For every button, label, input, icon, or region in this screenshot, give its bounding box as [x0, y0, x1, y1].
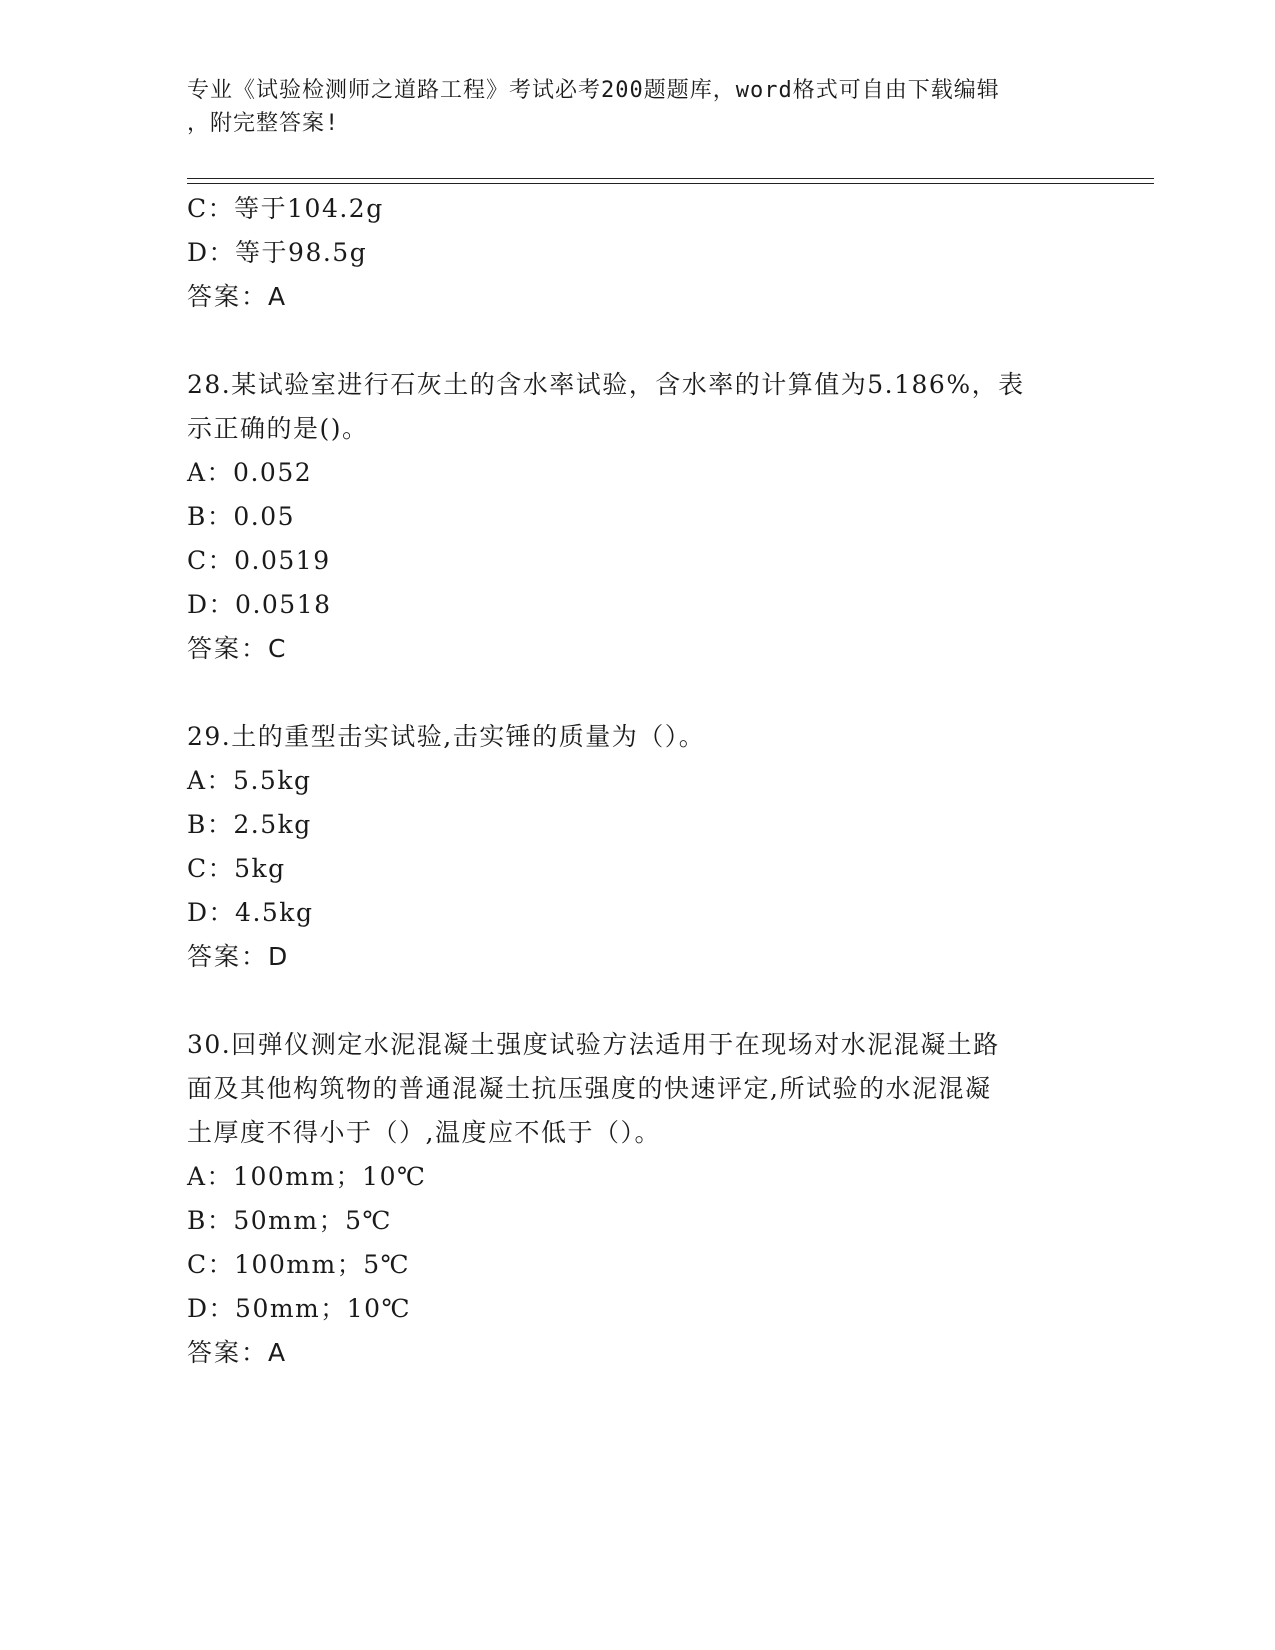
question-stem-line: 30.回弹仪测定水泥混凝土强度试验方法适用于在现场对水泥混凝土路 [187, 1030, 1000, 1059]
question-stem-line: 示正确的是()。 [187, 414, 369, 443]
answer-line: 答案：D [187, 942, 290, 971]
option-c: C：100mm；5℃ [187, 1250, 411, 1279]
option-c: C：0.0519 [187, 546, 331, 575]
question-stem-line: 土厚度不得小于（）,温度应不低于（）。 [187, 1118, 661, 1147]
option-c: C：5kg [187, 854, 286, 883]
answer-line: 答案：A [187, 282, 288, 311]
header-title-line-2: ，附完整答案! [187, 111, 340, 136]
option-b: B：50mm；5℃ [187, 1206, 392, 1235]
document-header [187, 74, 1087, 140]
answer-line: 答案：C [187, 634, 288, 663]
option-b: B：2.5kg [187, 810, 312, 839]
question-stem-line: 29.土的重型击实试验,击实锤的质量为（）。 [187, 722, 706, 751]
option-a: A：0.052 [187, 458, 313, 487]
answer-line: 答案：A [187, 1338, 288, 1367]
option-d: D：等于98.5g [187, 238, 368, 267]
option-d: D：4.5kg [187, 898, 314, 927]
option-a: A：5.5kg [187, 766, 312, 795]
option-d: D：0.0518 [187, 590, 332, 619]
question-stem-line: 28.某试验室进行石灰土的含水率试验，含水率的计算值为5.186%，表 [187, 370, 1025, 399]
option-c: C：等于104.2g [187, 194, 384, 223]
question-stem-line: 面及其他构筑物的普通混凝土抗压强度的快速评定,所试验的水泥混凝 [187, 1074, 992, 1103]
option-d: D：50mm；10℃ [187, 1294, 412, 1323]
header-divider-bottom [187, 183, 1154, 184]
option-a: A：100mm；10℃ [187, 1162, 427, 1191]
header-title-line-1: 专业《试验检测师之道路工程》考试必考200题题库，word格式可自由下载编辑 [187, 78, 1000, 103]
option-b: B：0.05 [187, 502, 296, 531]
header-divider-top [187, 178, 1154, 179]
